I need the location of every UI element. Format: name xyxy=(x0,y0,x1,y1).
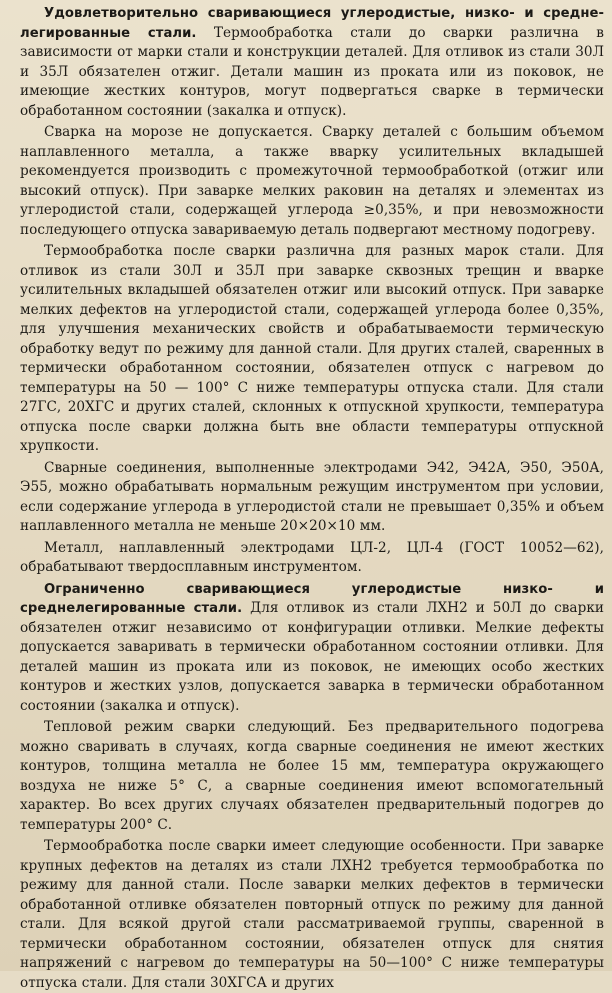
paragraph-3 xyxy=(20,242,604,457)
paragraph-text: Тепловой режим сварки следующий. Без предварительного подогрева можно сваривать в случаях, когда сварные соединения не имеют жестких контуров, толщина металла не более 15 мм, температура окружающего воздуха не ниже 5° С, а сварные соединения имеют вспомогательный характер. Во всех других случаях обязателен предварительный подогрев до температуры 200° С. xyxy=(20,719,604,833)
paragraph-text: Для отливок из стали ЛХН2 и 50Л до сварки обязателен отжиг независимо от конфигурации отливки. Мелкие дефекты допускается заваривать в термически обработанном состоянии отливки. Для деталей машин из проката или из поковок, не имеющих особо жестких контуров и жестких узлов, допускается заварка в термически обработанном состоянии (закалка и отпуск). xyxy=(20,600,604,714)
paragraph-text: Металл, наплавленный электродами ЦЛ-2, ЦЛ-4 (ГОСТ 10052—62), обрабатывают твердосплавным инструментом. xyxy=(20,539,604,575)
paragraph-text: Термообработка после сварки различна для разных марок стали. Для отливок из стали 30Л и 35Л при заварке сквозных трещин и вварке усилительных вкладышей обязателен отжиг или высокий отпуск. При заварке мелких дефектов на углеродистой стали, содержащей углерода более 0,35%, для улучшения механических свойств и обрабатываемости термическую обработку ведут по режиму для данной стали. Для других сталей, сваренных в термически обработанном состоянии, обязателен отпуск с нагревом до температуры на 50 — 100° С ниже температуры отпуска стали. Для стали 27ГС, 20ХГС и других сталей, склонных к отпускной хрупкости, температура отпуска после сварки должна быть вне области температуры отпускной хрупкости. xyxy=(20,243,604,454)
paragraph-text: Сварка на морозе не допускается. Сварку деталей с большим объемом наплавленного металла, а также вварку усилительных вкладышей рекомендуется производить с промежуточной термообработкой (отжиг или высокий отпуск). При заварке мелких раковин на деталях и элементах из углеродистой стали, содержащей углерода ≥0,35%, и при невозможности последующего отпуска завариваемую деталь подвергают местному подогреву. xyxy=(20,124,604,238)
paragraph-6 xyxy=(20,580,604,717)
paragraph-lead: Ограниченно сваривающиеся углеродистые низко- и среднелегированные стали. xyxy=(20,581,604,616)
paragraph-8 xyxy=(20,837,604,993)
paragraph-lead: Удовлетворительно сваривающиеся углеродистые, низко- и среднелегированные стали. xyxy=(20,6,604,41)
paragraph-1 xyxy=(20,4,604,121)
paragraph-2 xyxy=(20,123,604,240)
paragraph-text: Термообработка стали до сварки различна в зависимости от марки стали и конструкции деталей. Для отливок из стали 30Л и 35Л обязателен отжиг. Детали машин из проката или из поковок, не имеющие жестких контуров, могут подвергаться сварке в термически обработанном состоянии (закалка и отпуск). xyxy=(20,24,604,119)
paragraph-7 xyxy=(20,718,604,835)
paragraph-text: Термообработка после сварки имеет следующие особенности. При заварке крупных дефектов на деталях из стали ЛХН2 требуется термообработка по режиму для данной стали. После заварки мелких дефектов в термически обработанной отливке обязателен повторный отпуск по режиму для данной стали. Для всякой другой стали рассматриваемой группы, сваренной в термически обработанном состоянии, обязателен отпуск для снятия напряжений с нагревом до температуры на 50—100° С ниже температуры отпуска стали. Для стали 30ХГСА и других xyxy=(20,838,604,991)
paragraph-text: Сварные соединения, выполненные электродами Э42, Э42А, Э50, Э50А, Э55, можно обрабатывать нормальным режущим инструментом при условии, если содержание углерода в углеродистой стали не превышает 0,35% и объем наплавленного металла не меньше 20×20×10 мм. xyxy=(20,459,604,534)
paragraph-4 xyxy=(20,459,604,537)
paragraph-5 xyxy=(20,539,604,578)
